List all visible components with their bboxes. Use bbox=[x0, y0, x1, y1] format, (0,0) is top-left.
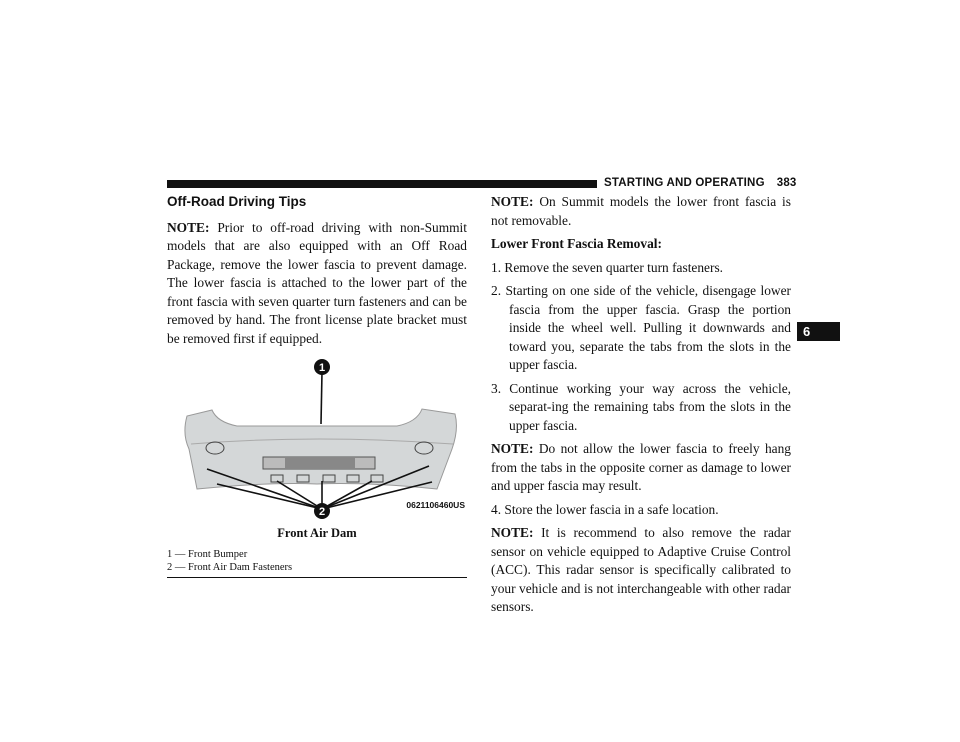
note-label: NOTE: bbox=[167, 219, 210, 235]
note-label: NOTE: bbox=[491, 525, 534, 540]
running-header bbox=[604, 177, 797, 189]
legend-item: 2 — Front Air Dam Fasteners bbox=[167, 561, 293, 573]
figure-rule bbox=[167, 577, 467, 578]
left-column bbox=[167, 193, 467, 578]
header-bar bbox=[167, 180, 597, 188]
right-column bbox=[491, 193, 791, 622]
chapter-tab: 6 bbox=[797, 322, 840, 341]
note-text: Prior to off-road driving with non-Summit models that are also equipped with an Off Road Package, remove the lower fascia to prevent damage. The lower fascia is attached to the lower part of the front fascia with seven quarter turn fasteners and can be removed by hand. The front license plate bracket must be removed first if equipped. bbox=[167, 219, 467, 346]
step-1: 1. Remove the seven quarter turn fasteners. bbox=[491, 259, 724, 275]
step-3: 3. Continue working your way across the vehicle, separat-ing the remaining tabs from the slots in the upper fascia. bbox=[491, 380, 791, 433]
figure-caption-row bbox=[167, 524, 467, 543]
section-heading: Off-Road Driving Tips bbox=[167, 194, 307, 209]
note-text: It is recommend to also remove the radar sensor on vehicle equipped to Adaptive Cruise Control (ACC). This radar sensor is specifically calibrated to your vehicle and is not interchangeable with other radar sensors. bbox=[491, 525, 791, 614]
note-text: On Summit models the lower front fascia is not removable. bbox=[491, 194, 791, 228]
step-4: 4. Store the lower fascia in a safe location. bbox=[491, 501, 719, 517]
front-air-dam-figure bbox=[167, 354, 467, 524]
figure-id: 0621106460US bbox=[406, 500, 465, 510]
note-label: NOTE: bbox=[491, 194, 534, 209]
bumper-illustration bbox=[167, 354, 467, 524]
callout-1: 1 bbox=[318, 362, 326, 374]
note-paragraph bbox=[491, 193, 791, 230]
note-paragraph bbox=[491, 440, 791, 496]
subheading bbox=[491, 235, 791, 254]
page-number: 383 bbox=[776, 177, 797, 189]
note-text: Do not allow the lower fascia to freely hang from the tabs in the opposite corner as damage to lower and upper fascia may result. bbox=[491, 441, 791, 493]
callout-2: 2 bbox=[318, 506, 326, 518]
subheading-text: Lower Front Fascia Removal: bbox=[491, 236, 662, 251]
legend-item: 1 — Front Bumper bbox=[167, 548, 248, 560]
figure-legend bbox=[167, 548, 467, 574]
figure-caption: Front Air Dam bbox=[277, 526, 357, 540]
note-paragraph bbox=[167, 219, 467, 349]
section-title: STARTING AND OPERATING bbox=[604, 177, 765, 189]
step-2: 2. Starting on one side of the vehicle, disengage lower fascia from the upper fascia. Grasp the portion inside the wheel well. Pulling it downwards and toward you, separate the tabs from the slots in the upper fascia. bbox=[491, 283, 791, 372]
note-paragraph bbox=[491, 524, 791, 617]
note-label: NOTE: bbox=[491, 441, 534, 456]
